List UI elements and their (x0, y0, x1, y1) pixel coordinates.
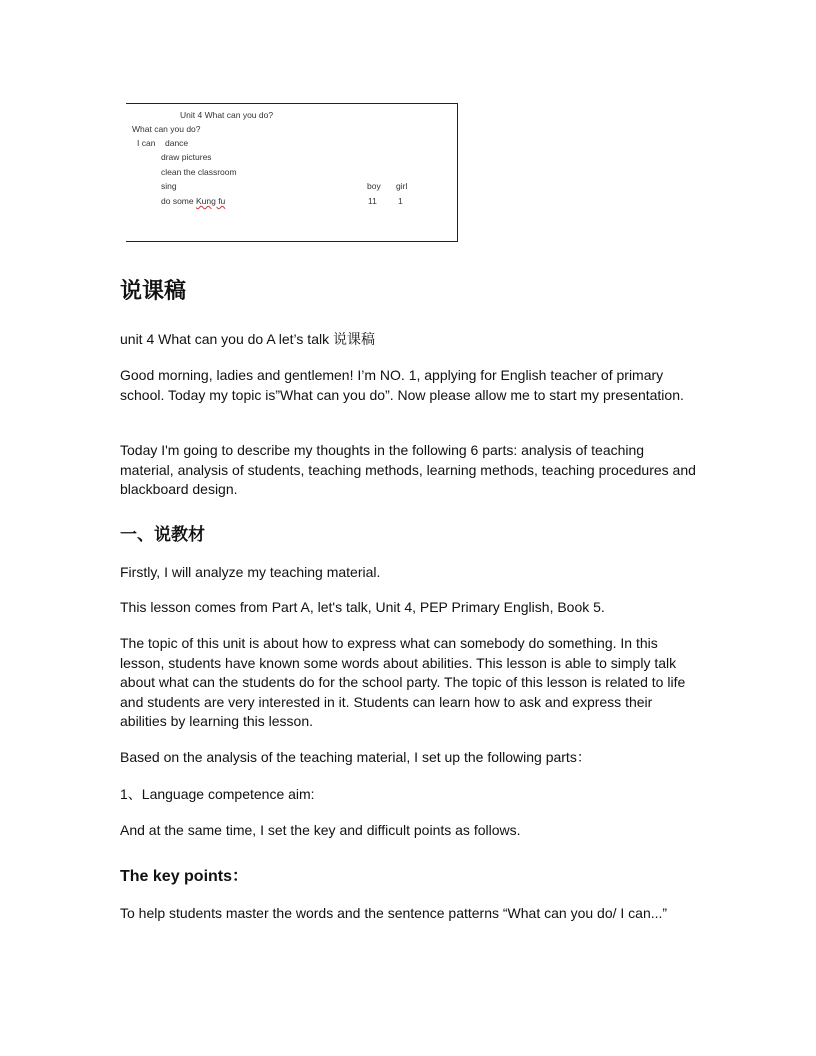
board-item-draw: draw pictures (161, 152, 212, 162)
section1-paragraph-3: The topic of this unit is about how to express what can somebody do something. In this lesson, students have known some words about abilities. This lesson is able to simply talk about what can the students do for the school party. The topic of this lesson is related to life and students are very interested in it. Students can learn how to ask and express their abilities by learning this lesson. (120, 635, 686, 729)
section1-paragraph-6: And at the same time, I set the key and difficult points as follows. (120, 822, 521, 838)
section1-paragraph-2: This lesson comes from Part A, let's talk, Unit 4, PEP Primary English, Book 5. (120, 599, 605, 615)
outline-paragraph: Today I'm going to describe my thoughts in the following 6 parts: analysis of teaching material, analysis of students, teaching methods, learning methods, teaching procedures and blackboard design. (120, 442, 696, 497)
board-answer-prefix: I can (137, 138, 156, 148)
section-heading-teaching-material: 一、说教材 (120, 525, 205, 545)
board-item-kungfu (161, 196, 225, 206)
intro-paragraph: Good morning, ladies and gentlemen! I’m NO. 1, applying for English teacher of primary school. Today my topic is”What can you do”. Now please allow me to start my presentation. (120, 367, 684, 403)
document-subtitle: unit 4 What can you do A let’s talk 说课稿 (120, 331, 375, 347)
board-boy-count: 11 (368, 196, 377, 206)
board-item-sing: sing (161, 181, 177, 191)
section1-paragraph-4: Based on the analysis of the teaching material, I set up the following parts： (120, 749, 591, 765)
board-col-girl: girl (396, 181, 408, 191)
board-question: What can you do? (132, 124, 201, 134)
board-item-dance: dance (165, 138, 189, 148)
document-title: 说课稿 (120, 279, 187, 304)
blackboard-design-image (126, 103, 458, 242)
board-item-clean: clean the classroom (161, 167, 237, 177)
key-points-heading: The key points： (120, 868, 249, 885)
section1-paragraph-5: 1、Language competence aim: (120, 786, 315, 802)
board-kungfu: Kung fu (195, 196, 226, 206)
board-item-do-some: do some (161, 196, 194, 206)
key-points-paragraph: To help students master the words and the sentence patterns “What can you do/ I can...” (120, 905, 668, 921)
board-col-boy: boy (367, 181, 381, 191)
section1-paragraph-1: Firstly, I will analyze my teaching material. (120, 564, 381, 580)
board-title: Unit 4 What can you do? (180, 110, 274, 120)
board-girl-count: 1 (398, 196, 403, 206)
